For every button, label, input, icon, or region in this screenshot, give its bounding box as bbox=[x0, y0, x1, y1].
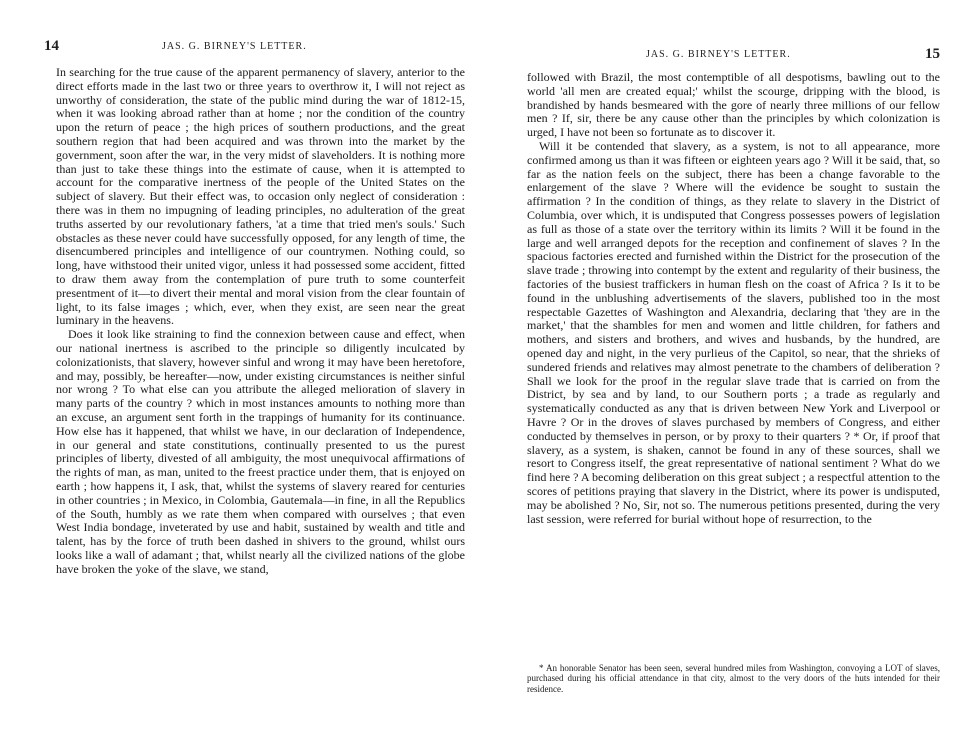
paragraph: In searching for the true cause of the apparent permanency of slavery, anterior to the direct efforts made in the last two or three years to overthrow it, I will not reject as unworthy of consideration, the state of the public mind during the war of 1812-15, when it was looking abroad rather than at home ; nor the condition of the country upon the return of peace ; the high prices of southern productions, and the great southern region that had been acquired and was thrown into the market by the government, soon after the war, in the very midst of slaveholders. It is nothing more than just to take these things into the estimate of cause, when it is attempted to account for the comparative inertness of the people of the United States on the subject of slavery. But their effect was, to occasion only neglect of consideration : there was in them no impugning of leading principles, no adulteration of the great truths asserted by our revolutionary fathers, 'at a time that tried men's souls.' Such obstacles as these never could have successfully opposed, for any length of time, the disencumbered principles and intelligence of our countrymen. Nothing could, so long, have withstood their united vigor, unless it had possessed some accident, fitted to draw them away from the contemplation of pure truth to some counterfeit presentment of it—to divert their mental and moral vision from the clear fountain of light, to its false images ; which, ever, when they exist, are seen near the great luminary in the heavens. bbox=[56, 65, 465, 328]
paragraph: followed with Brazil, the most contemptible of all despotisms, bawling out to the world 'all men are created equal;' whilst the scourge, dripping with the blood, is brandished by hands besmeared with the gore of nearly three millions of our fellow men ? If, sir, there be any cause other than the principles by which colonization is urged, I have not been so fortunate as to discover it. bbox=[527, 70, 940, 140]
paragraph: Does it look like straining to find the connexion between cause and effect, when our national inertness is ascribed to the principle so diligently inculcated by colonizationists, that slavery, however sinful and wrong it may have been heretofore, and may, possibly, be hereafter—now, under existing circumstances is neither sinful nor wrong ? To what else can you attribute the alleged melioration of slavery in many parts of the country ? which in most instances amounts to nothing more than an excuse, an argument sent forth in the trappings of humanity for its continuance. How else has it happened, that whilst we have, in our declaration of Independence, in our general and state constitutions, continually presented to us the purest principles of liberty, divested of all ambiguity, the most unequivocal affirmations of the rights of man, as man, united to the freest practice under them, that is enjoyed on earth ; how happens it, I ask, that, whilst the systems of slavery reared for centuries in other countries ; in Mexico, in Colombia, Gautemala—in fine, in all the Republics of the South, humbly as we rate them when compared with ourselves ; that even West India bondage, inveterated by use and habit, sustained by wealth and title and talent, has by the force of truth been dashed in shivers to the ground, whilst ours looks like a wall of adamant ; that, whilst nearly all the civilized nations of the globe have broken the yoke of the slave, we stand, bbox=[56, 327, 465, 576]
page-number: 15 bbox=[925, 46, 940, 62]
running-head: JAS. G. BIRNEY'S LETTER. bbox=[162, 41, 307, 52]
page-body-text bbox=[527, 71, 940, 526]
footnote bbox=[527, 663, 940, 694]
paragraph: Will it be contended that slavery, as a system, is not to all appearance, more confirmed among us than it was fifteen or eighteen years ago ? Will it be said, that, so far as the nation feels on the subject, there has been a change favorable to the enlargement of the slave ? Where will the evidence be sought to sustain the affirmation ? In the condition of things, as they relate to slavery in the District of Columbia, over which, it is undisputed that Congress possesses powers of legislation as full as those of a state over the territory within its limits ? Will it be found in the large and well arranged depots for the reception and confinement of slaves ? In the spacious factories erected and furnished within the District for the prosecution of the slave trade ; throwing into contempt by the extent and regularity of their business, the factories of the busiest traffickers in human flesh on the coast of Africa ? Is it to be found in the unblushing advertisements of the slavers, published too in the most respectable Gazettes of Washington and Alexandria, declaring that 'they are in the market,' that the shambles for men and women and little children, for fathers and mothers, and sisters and brothers, and wives and husbands, by the hundred, are opened day and night, in the very purlieus of the Capitol, so near, that the shrieks of sundered friends and relatives may almost penetrate to the chambers of deliberation ? Shall we look for the proof in the regular slave trade that is carried on from the District, by sea and by land, to our Southern ports ; a trade as regularly and systematically conducted as any that is driven between New York and Liverpool or Havre ? Or in the droves of slaves purchased by members of Congress, and either conducted by themselves in person, or by proxy to their quarters ? * Or, if proof that slavery, as a system, is shaken, cannot be found in any of these sources, shall we resort to Congress itself, the great representative of national sentiment ? What do we find here ? A becoming deliberation on this great subject ; a respectful attention to the scores of petitions praying that slavery in the District, where its power is undisputed, may be abolished ? No, Sir, not so. The numerous petitions presented, during the very last session, were referred for burial without hope of resurrection, to the bbox=[527, 138, 940, 526]
right-page bbox=[490, 0, 980, 751]
running-head: JAS. G. BIRNEY'S LETTER. bbox=[646, 49, 791, 60]
page-body-text bbox=[56, 66, 465, 576]
footnote-text: * An honorable Senator has been seen, several hundred miles from Washington, convoying a LOT of slaves, purchased during his official attendance in that city, almost to the very doors of the huts intended for their residence. bbox=[527, 663, 940, 694]
page-number: 14 bbox=[44, 38, 59, 54]
